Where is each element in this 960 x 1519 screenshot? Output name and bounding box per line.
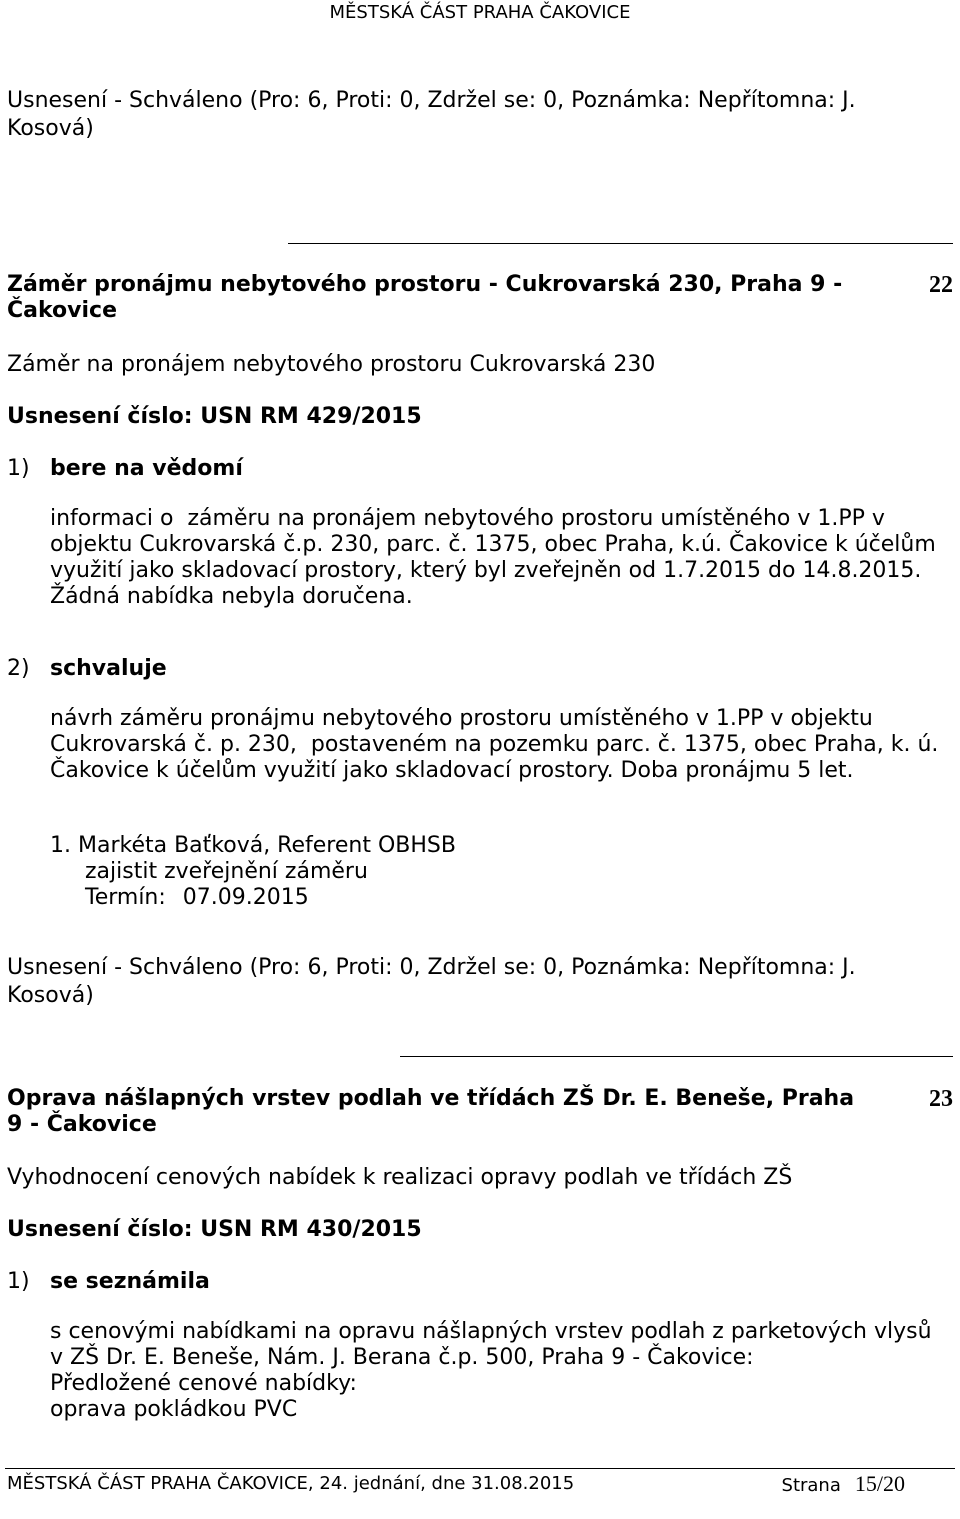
deadline-date: 07.09.2015: [182, 885, 309, 910]
task: [50, 833, 456, 911]
item-title: [7, 272, 842, 324]
footer-divider: [5, 1468, 955, 1469]
point-text-line: Žádná nabídka nebyla doručena.: [50, 584, 413, 609]
point-text-line: s cenovými nabídkami na opravu nášlapných vrstev podlah z parketových vlysů: [50, 1319, 932, 1344]
item-title-line: 9 - Čakovice: [7, 1112, 157, 1137]
point-text-line: v ZŠ Dr. E. Beneše, Nám. J. Berana č.p. 500, Praha 9 - Čakovice:: [50, 1345, 754, 1370]
resolution-number: Usnesení číslo: USN RM 430/2015: [7, 1217, 422, 1242]
point-number: 2): [7, 656, 30, 681]
point-text-line: Čakovice k účelům využití jako skladovací prostory. Doba pronájmu 5 let.: [50, 758, 854, 783]
deadline-label: Termín:: [85, 885, 166, 910]
point-text-line: využití jako skladovací prostory, který byl zveřejněn od 1.7.2015 do 14.8.2015.: [50, 558, 922, 583]
page-label: Strana: [781, 1475, 841, 1496]
carryover-vote: [7, 87, 856, 143]
footer-pagination: [782, 1473, 905, 1497]
point-text: [50, 506, 936, 610]
item-subtitle: Vyhodnocení cenových nabídek k realizaci opravy podlah ve třídách ZŠ: [7, 1165, 793, 1190]
item-title-line: Čakovice: [7, 298, 117, 323]
point-number: 1): [7, 456, 30, 481]
vote-line: Usnesení - Schváleno (Pro: 6, Proti: 0, Zdržel se: 0, Poznámka: Nepřítomna: J.: [7, 955, 856, 980]
resolution-point: [7, 456, 243, 482]
footer-meeting: MĚSTSKÁ ČÁST PRAHA ČAKOVICE, 24. jednání, dne 31.08.2015: [7, 1473, 575, 1494]
page-header: MĚSTSKÁ ČÁST PRAHA ČAKOVICE: [329, 2, 631, 23]
point-text-line: objektu Cukrovarská č.p. 230, parc. č. 1375, obec Praha, k.ú. Čakovice k účelům: [50, 532, 936, 557]
resolution-point: [7, 1269, 210, 1295]
item-title-line: Oprava nášlapných vrstev podlah ve třídách ZŠ Dr. E. Beneše, Praha: [7, 1086, 855, 1111]
point-text-line: Cukrovarská č. p. 230, postaveném na pozemku parc. č. 1375, obec Praha, k. ú.: [50, 732, 939, 757]
point-verb: schvaluje: [50, 656, 167, 681]
vote-line: Usnesení - Schváleno (Pro: 6, Proti: 0, Zdržel se: 0, Poznámka: Nepřítomna: J.: [7, 88, 856, 113]
item-subtitle: Záměr na pronájem nebytového prostoru Cukrovarská 230: [7, 352, 656, 377]
point-text-line: oprava pokládkou PVC: [50, 1397, 298, 1422]
item-number: 22: [929, 272, 953, 298]
point-number: 1): [7, 1269, 30, 1294]
item-vote: [7, 954, 856, 1010]
resolution-number: Usnesení číslo: USN RM 429/2015: [7, 404, 422, 429]
item-title: [7, 1086, 854, 1138]
point-text: [50, 706, 938, 784]
resolution-point: [7, 656, 167, 682]
task-action: zajistit zveřejnění záměru: [85, 859, 368, 884]
item-title-line: Záměr pronájmu nebytového prostoru - Cukrovarská 230, Praha 9 -: [7, 272, 843, 297]
vote-line: Kosová): [7, 116, 94, 141]
point-text: [50, 1319, 932, 1423]
section-divider: [400, 1056, 953, 1057]
point-verb: bere na vědomí: [50, 456, 243, 481]
section-divider: [288, 243, 953, 244]
item-number: 23: [929, 1086, 953, 1112]
vote-line: Kosová): [7, 983, 94, 1008]
point-text-line: návrh záměru pronájmu nebytového prostoru umístěného v 1.PP v objektu: [50, 706, 873, 731]
page-number: 15/20: [854, 1471, 905, 1496]
point-text-line: Předložené cenové nabídky:: [50, 1371, 357, 1396]
point-text-line: informaci o záměru na pronájem nebytového prostoru umístěného v 1.PP v: [50, 506, 885, 531]
task-deadline: [50, 885, 456, 911]
point-verb: se seznámila: [50, 1269, 210, 1294]
task-assignee: 1. Markéta Baťková, Referent OBHSB: [50, 833, 456, 858]
